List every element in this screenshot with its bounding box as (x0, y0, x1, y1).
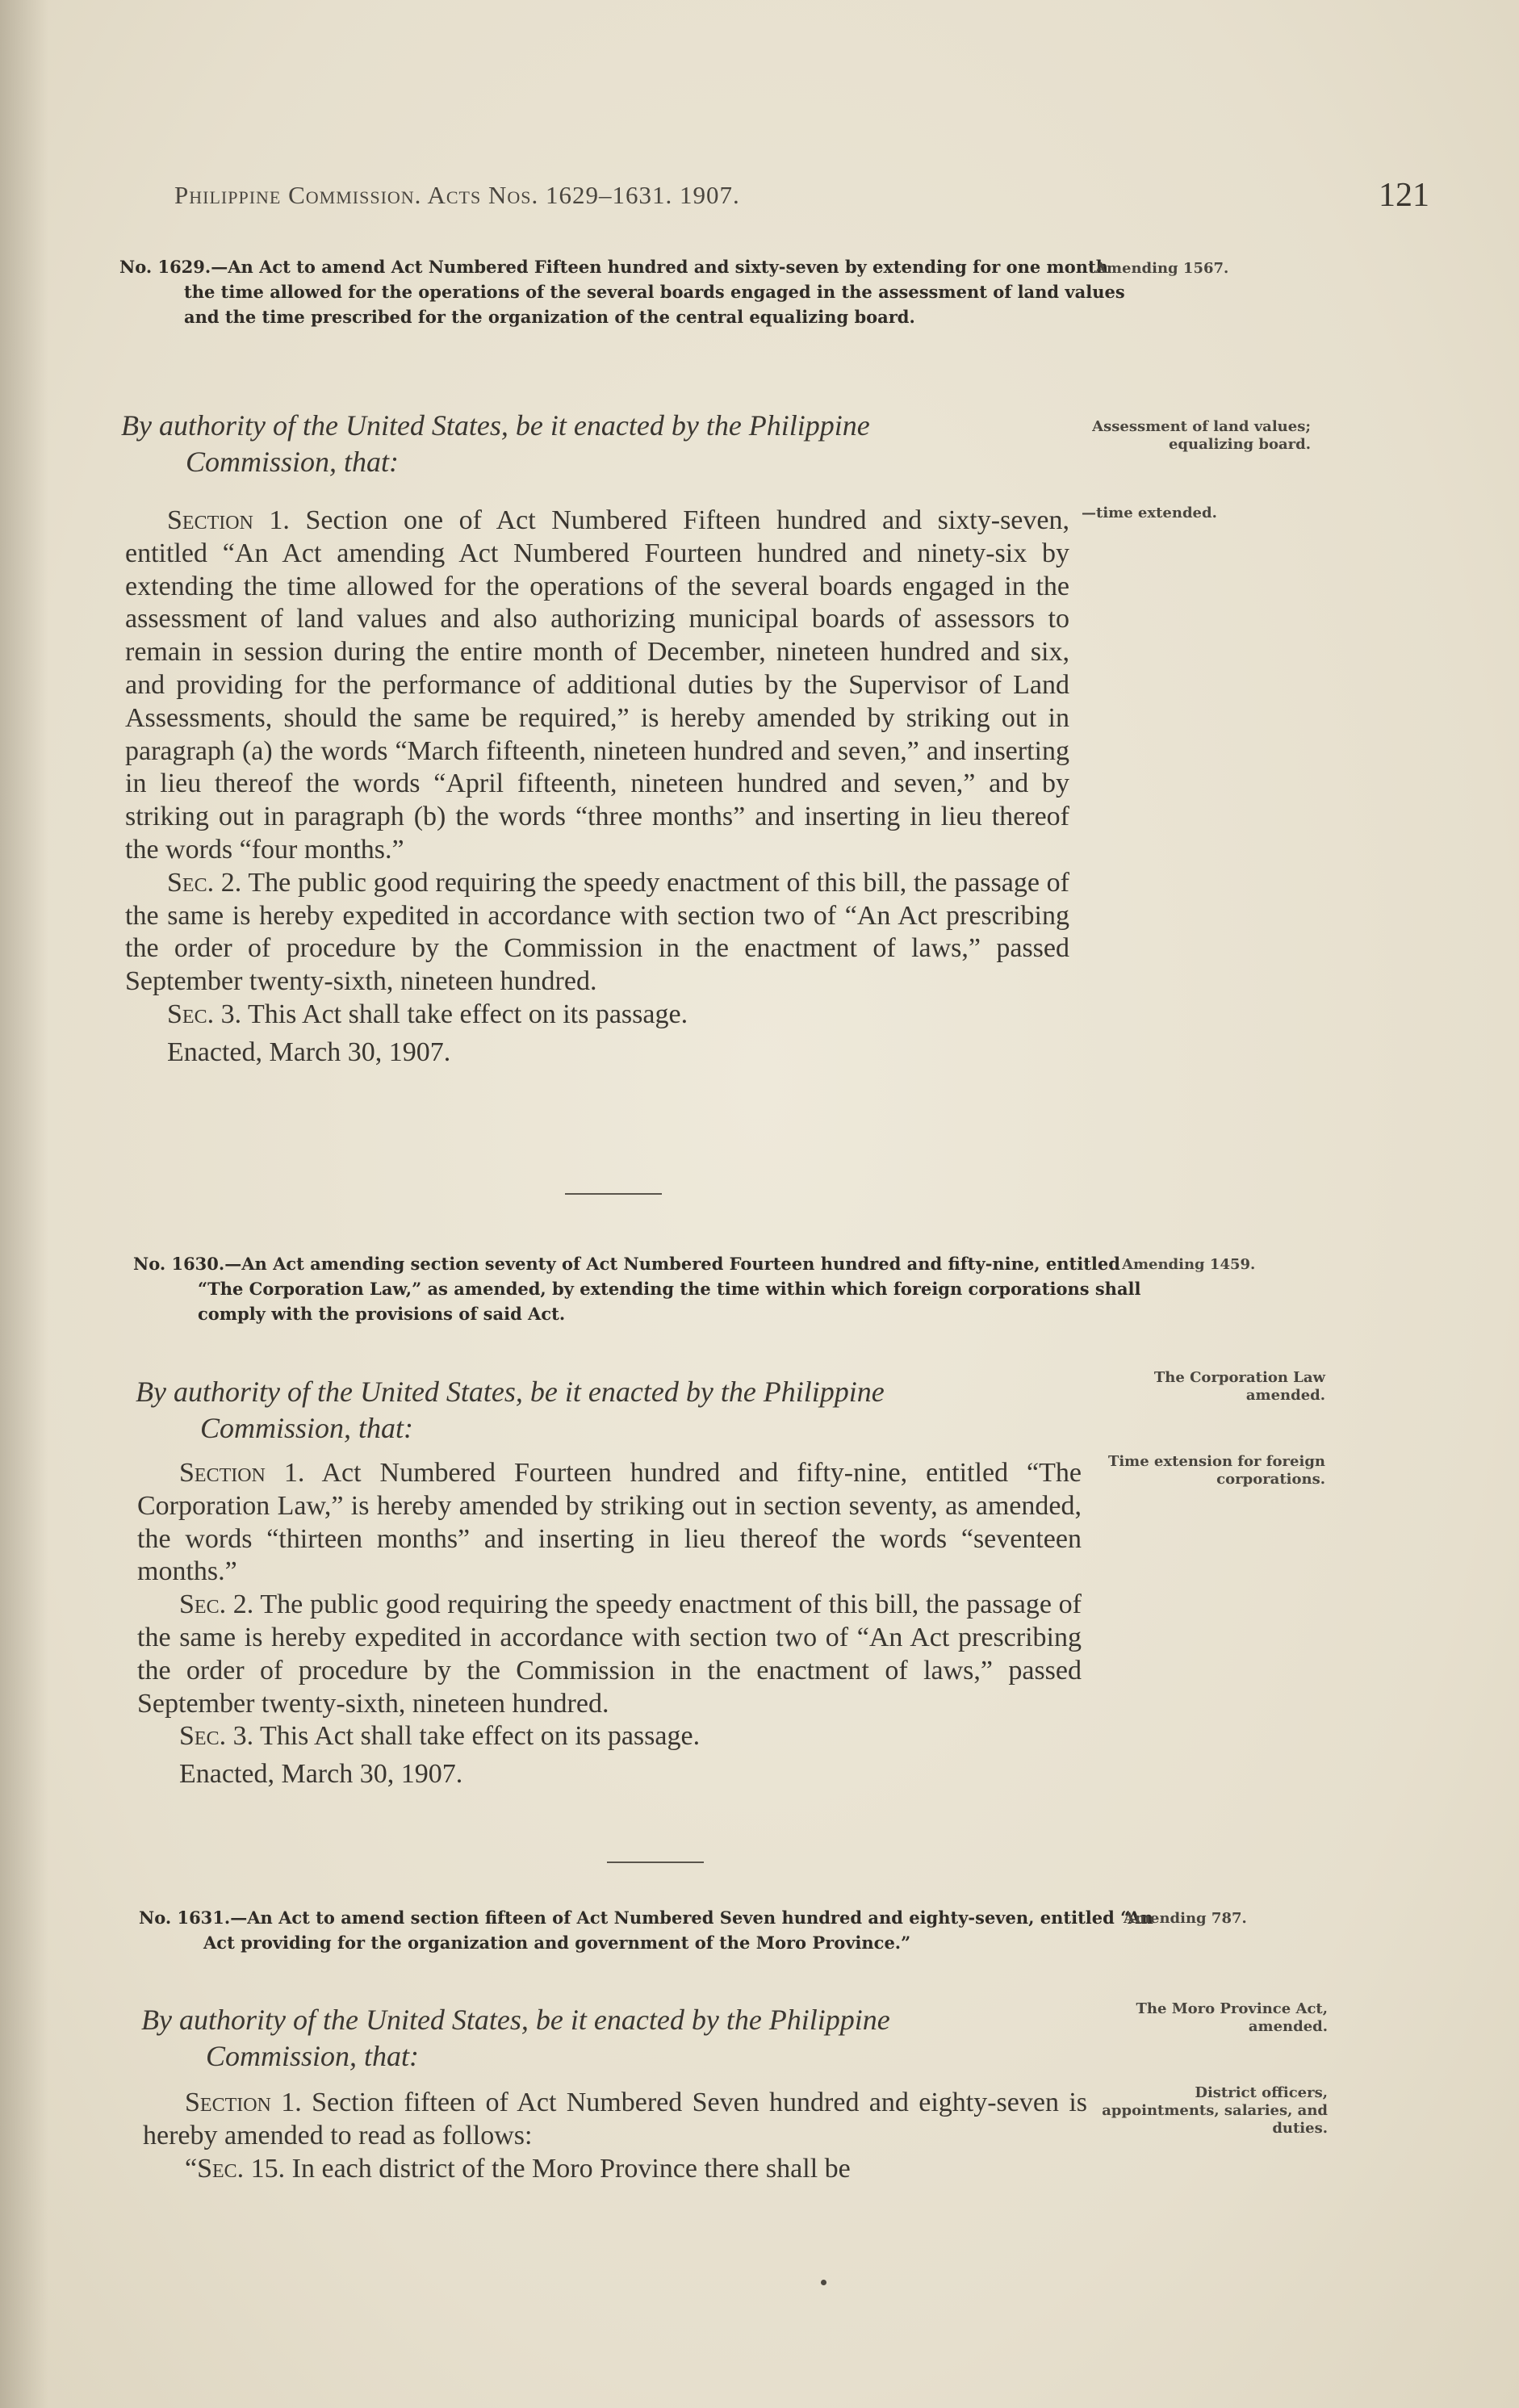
section-label: Section 1. (185, 2088, 302, 2117)
enacting-line-2: Commission, that: (200, 1412, 414, 1444)
page-number: 121 (1379, 177, 1429, 214)
act-1630-section-3 (137, 1720, 1082, 1753)
section-text: This Act shall take effect on its passage. (259, 1721, 701, 1752)
enacting-line-1: By authority of the United States, be it enacted by the Philippine (136, 1376, 885, 1408)
act-1629-body (125, 505, 1069, 1070)
act-1631-section-15 (143, 2153, 1087, 2186)
section-text: In each district of the Moro Province there shall be (291, 2153, 851, 2184)
act-1631-body (143, 2087, 1087, 2185)
page-edge-shadow (0, 0, 48, 2408)
act-1631-note-district-officers: District officers, appointments, salaries, and duties. (1102, 2084, 1328, 2137)
act-1629-note-time-extended: —time extended. (1082, 505, 1217, 521)
section-label: Sec. 3. (167, 999, 242, 1029)
running-header: Philippine Commission. Acts Nos. 1629–1631. 1907. (174, 181, 740, 209)
act-1631-section-1 (143, 2087, 1087, 2153)
act-1630-note-time-extension: Time extension for foreign corporations. (1107, 1453, 1325, 1488)
act-1631-note-amending: Amending 787. (1124, 1910, 1247, 1927)
section-label: Sec. 2. (167, 867, 242, 898)
enacting-line-1: By authority of the United States, be it enacted by the Philippine (121, 409, 870, 442)
act-1629-heading: No. 1629.—An Act to amend Act Numbered Fifteen hundred and sixty-seven by extending for one month the time allowed for the operations of the several boards engaged in the assessment of land values and the time prescribed for the organization of the central equalizing board. (119, 257, 1125, 327)
act-1629-section-1 (125, 505, 1069, 867)
section-text: Act Numbered Fourteen hundred and fifty-nine, entitled “The Corporation Law,” is hereby amended by striking out in section seventy, as amended, the words “thirteen months” and inserting in lieu thereof the words “seventeen months.” (137, 1458, 1082, 1587)
act-1630-note-amending: Amending 1459. (1122, 1256, 1256, 1273)
section-divider (565, 1193, 662, 1195)
enacting-line-2: Commission, that: (186, 446, 400, 478)
act-1630-note-corporation-law: The Corporation Law amended. (1153, 1369, 1325, 1404)
section-text: Section fifteen of Act Numbered Seven hundred and eighty-seven is hereby amended to read as follows: (143, 2088, 1088, 2150)
act-1631-enacting-clause (141, 2002, 1142, 2075)
section-text: The public good requiring the speedy enactment of this bill, the passage of the same is hereby expedited in accordance with section two of “An Act prescribing the order of procedure by the Commission in the enactment of laws,” passed September twenty-sixth, nineteen hundred. (137, 1589, 1082, 1719)
act-1629-section-2 (125, 867, 1069, 999)
act-1631-heading: No. 1631.—An Act to amend section fifteen of Act Numbered Seven hundred and eighty-seven, entitled “An Act providing for the organization and government of the Moro Province.” (139, 1908, 1153, 1953)
act-1630-enacting-clause (136, 1374, 1136, 1447)
act-1629-enacted-date: Enacted, March 30, 1907. (167, 1036, 451, 1067)
act-1629-note-amending: Amending 1567. (1095, 260, 1229, 277)
act-1630-heading: No. 1630.—An Act amending section seventy of Act Numbered Fourteen hundred and fifty-nine, entitled “The Corporation Law,” as amended, by extending the time within which foreign corporations shall comply with the provisions of said Act. (133, 1254, 1141, 1324)
section-label: Section 1. (167, 505, 290, 535)
act-1629-note-assessment: Assessment of land values; equalizing board. (1092, 418, 1311, 453)
section-text: This Act shall take effect on its passage. (247, 999, 688, 1029)
act-1631-note-moro-province: The Moro Province Act, amended. (1136, 2000, 1328, 2035)
act-1630-section-2 (137, 1589, 1082, 1720)
act-1629-enacting-clause (121, 408, 1122, 480)
section-label: Section 1. (179, 1458, 305, 1488)
section-text: The public good requiring the speedy enactment of this bill, the passage of the same is hereby expedited in accordance with section two of “An Act prescribing the order of procedure by the Commission in the enactment of laws,” passed September twenty-sixth, nineteen hundred. (125, 867, 1069, 997)
enacting-line-1: By authority of the United States, be it enacted by the Philippine (141, 2004, 890, 2036)
section-label: “Sec. 15. (185, 2153, 286, 2184)
act-1630-section-1 (137, 1457, 1082, 1589)
act-1630-enacted-date: Enacted, March 30, 1907. (179, 1759, 463, 1790)
section-text: Section one of Act Numbered Fifteen hundred and sixty-seven, entitled “An Act amending Act Numbered Fourteen hundred and ninety-six by extending the time allowed for the operations of the several boards engaged in the assessment of land values and also authorizing municipal boards of assessors to remain in session during the entire month of December, nineteen hundred and six, and providing for the performance of additional duties by the Supervisor of Land Assessments, should the same be required,” is hereby amended by striking out in paragraph (a) the words “March fifteenth, nineteen hundred and seven,” and inserting in lieu thereof the words “April fifteenth, nineteen hundred and seven,” and by striking out in paragraph (b) the words “three months” and inserting in lieu thereof the words “four months.” (125, 505, 1069, 865)
act-1629-section-3 (125, 999, 1069, 1032)
section-label: Sec. 3. (179, 1721, 254, 1752)
enacting-line-2: Commission, that: (206, 2040, 420, 2072)
act-1630-body (137, 1457, 1082, 1791)
section-divider (607, 1861, 704, 1863)
paper-speck (821, 2280, 826, 2285)
section-label: Sec. 2. (179, 1589, 254, 1620)
